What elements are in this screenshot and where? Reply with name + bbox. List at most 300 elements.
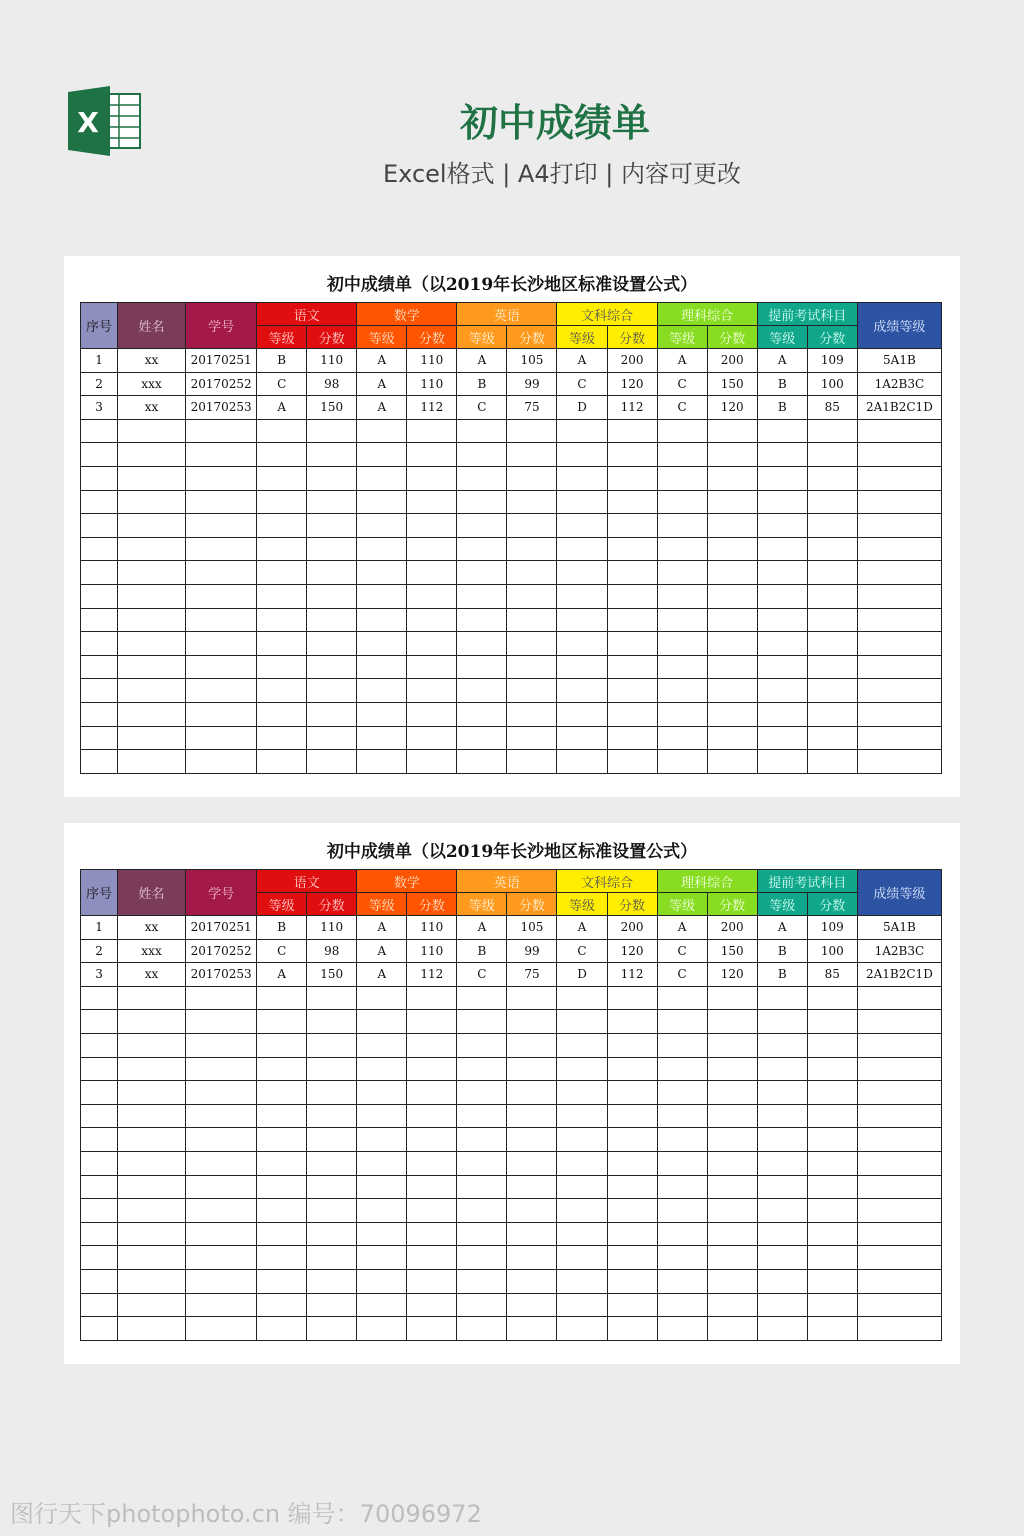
table-cell: 20170253	[186, 396, 257, 420]
table-cell	[657, 443, 707, 467]
table-cell	[307, 1293, 357, 1317]
table-cell	[407, 1033, 457, 1057]
table-cell	[257, 514, 307, 538]
table-cell	[507, 584, 557, 608]
table-cell	[357, 490, 407, 514]
table-cell	[757, 1199, 807, 1223]
table-cell	[507, 1033, 557, 1057]
table-cell	[707, 1151, 757, 1175]
table-cell: A	[357, 939, 407, 963]
table-cell	[407, 1269, 457, 1293]
table-cell: 100	[807, 372, 857, 396]
table-cell	[357, 1081, 407, 1105]
table-cell	[186, 1010, 257, 1034]
table-cell	[407, 1010, 457, 1034]
table-cell: C	[657, 372, 707, 396]
table-cell	[707, 537, 757, 561]
table-cell	[657, 986, 707, 1010]
table-cell	[257, 537, 307, 561]
table-cell: 150	[707, 939, 757, 963]
table-cell: 200	[707, 349, 757, 373]
table-cell: C	[457, 396, 507, 420]
table-cell	[557, 1151, 607, 1175]
table-cell	[657, 1199, 707, 1223]
table-row	[81, 490, 942, 514]
table-cell	[557, 1081, 607, 1105]
subject-header: 文科综合	[557, 303, 657, 326]
table-cell	[407, 679, 457, 703]
table-cell	[507, 655, 557, 679]
table-cell	[607, 561, 657, 585]
table-row	[81, 916, 942, 940]
table-row	[81, 726, 942, 750]
table-cell	[81, 1246, 118, 1270]
table-cell	[257, 608, 307, 632]
table-cell: 110	[407, 349, 457, 373]
header-row	[81, 303, 942, 326]
table-cell: 105	[507, 349, 557, 373]
table-cell	[757, 750, 807, 774]
table-cell	[857, 702, 941, 726]
table-cell	[257, 1222, 307, 1246]
table-cell	[807, 537, 857, 561]
table-cell	[81, 1057, 118, 1081]
table-cell: A	[357, 963, 407, 987]
table-cell	[557, 1128, 607, 1152]
table-cell	[81, 1222, 118, 1246]
table-cell	[757, 1057, 807, 1081]
table-cell	[186, 679, 257, 703]
table-cell	[357, 1010, 407, 1034]
table-cell	[186, 1033, 257, 1057]
table-cell	[186, 1293, 257, 1317]
excel-logo-letter: X	[77, 106, 99, 139]
table-cell	[457, 537, 507, 561]
table-cell	[407, 1057, 457, 1081]
table-cell	[357, 466, 407, 490]
table-cell: C	[657, 963, 707, 987]
table-cell	[507, 702, 557, 726]
table-cell	[257, 1151, 307, 1175]
table-cell	[257, 419, 307, 443]
table-cell	[81, 1317, 118, 1341]
table-cell: 75	[507, 963, 557, 987]
table-cell	[557, 1104, 607, 1128]
table-cell	[557, 986, 607, 1010]
table-cell	[407, 561, 457, 585]
table-cell: A	[257, 963, 307, 987]
table-cell: 110	[407, 916, 457, 940]
table-cell	[807, 514, 857, 538]
table-cell	[857, 561, 941, 585]
table-cell: 110	[307, 349, 357, 373]
table-cell	[657, 466, 707, 490]
table-cell	[307, 608, 357, 632]
table-row	[81, 1246, 942, 1270]
table-cell	[81, 679, 118, 703]
table-cell	[857, 419, 941, 443]
table-cell	[757, 466, 807, 490]
table-cell	[707, 1081, 757, 1105]
table-cell	[557, 1010, 607, 1034]
table-cell	[186, 490, 257, 514]
table-cell	[657, 1175, 707, 1199]
sheet-title: 初中成绩单（以2019年长沙地区标准设置公式）	[326, 842, 698, 862]
table-cell: 2A1B2C1D	[857, 963, 941, 987]
table-cell	[118, 514, 186, 538]
table-cell	[257, 1317, 307, 1341]
table-cell	[557, 1033, 607, 1057]
table-cell	[857, 1128, 941, 1152]
table-row	[81, 1199, 942, 1223]
table-cell: 75	[507, 396, 557, 420]
table-cell	[407, 537, 457, 561]
table-cell	[807, 1317, 857, 1341]
table-cell	[307, 1199, 357, 1223]
table-cell	[118, 466, 186, 490]
table-cell	[807, 750, 857, 774]
table-cell	[407, 1293, 457, 1317]
table-cell	[186, 750, 257, 774]
table-cell	[807, 1175, 857, 1199]
table-cell: B	[257, 349, 307, 373]
table-cell	[407, 655, 457, 679]
table-cell	[557, 679, 607, 703]
table-cell	[507, 1199, 557, 1223]
table-cell	[357, 537, 407, 561]
table-cell	[307, 1033, 357, 1057]
table-cell: A	[257, 396, 307, 420]
table-cell	[407, 1151, 457, 1175]
table-cell: A	[557, 916, 607, 940]
table-cell	[357, 1033, 407, 1057]
table-cell	[81, 702, 118, 726]
table-cell	[857, 1033, 941, 1057]
table-cell	[807, 1033, 857, 1057]
table-cell	[257, 1293, 307, 1317]
table-row	[81, 419, 942, 443]
table-cell	[457, 608, 507, 632]
table-cell	[657, 1057, 707, 1081]
table-cell	[857, 1175, 941, 1199]
table-cell	[757, 655, 807, 679]
table-cell	[657, 608, 707, 632]
table-cell: 1	[81, 349, 118, 373]
sheet-title: 初中成绩单（以2019年长沙地区标准设置公式）	[326, 275, 698, 295]
table-cell	[457, 986, 507, 1010]
table-cell	[407, 750, 457, 774]
table-row	[81, 608, 942, 632]
table-cell	[607, 1128, 657, 1152]
table-cell	[857, 1057, 941, 1081]
table-cell	[757, 1104, 807, 1128]
table-row	[81, 702, 942, 726]
table-cell	[357, 1293, 407, 1317]
table-cell	[307, 632, 357, 656]
table-cell: 109	[807, 349, 857, 373]
table-cell	[118, 1175, 186, 1199]
table-cell	[657, 419, 707, 443]
table-cell: 3	[81, 963, 118, 987]
table-cell: 150	[707, 372, 757, 396]
table-cell	[257, 1010, 307, 1034]
table-cell: 112	[607, 963, 657, 987]
table-cell: 110	[307, 916, 357, 940]
table-cell	[707, 986, 757, 1010]
col-header-name: 姓名	[118, 870, 186, 916]
table-cell: 1A2B3C	[857, 372, 941, 396]
table-cell	[186, 1222, 257, 1246]
table-cell	[757, 1128, 807, 1152]
table-cell	[407, 726, 457, 750]
table-cell: C	[657, 396, 707, 420]
table-cell: A	[757, 349, 807, 373]
subject-header: 数学	[357, 303, 457, 326]
grade-subheader: 等级	[357, 893, 407, 916]
table-cell: xx	[118, 963, 186, 987]
table-cell	[507, 1222, 557, 1246]
table-cell	[186, 537, 257, 561]
table-cell	[186, 514, 257, 538]
table-cell	[857, 466, 941, 490]
table-cell	[118, 1128, 186, 1152]
table-cell	[186, 702, 257, 726]
table-cell	[857, 1269, 941, 1293]
table-cell	[357, 514, 407, 538]
table-cell	[507, 1246, 557, 1270]
table-cell	[757, 1033, 807, 1057]
table-cell: A	[457, 349, 507, 373]
table-cell	[357, 1317, 407, 1341]
table-cell	[81, 561, 118, 585]
table-cell	[707, 1128, 757, 1152]
table-cell	[118, 986, 186, 1010]
table-cell	[307, 419, 357, 443]
table-cell: 200	[707, 916, 757, 940]
table-cell	[407, 490, 457, 514]
table-cell	[857, 1293, 941, 1317]
table-cell	[357, 561, 407, 585]
table-cell	[457, 514, 507, 538]
table-cell	[407, 514, 457, 538]
table-cell	[707, 490, 757, 514]
table-cell	[118, 1033, 186, 1057]
table-cell	[707, 584, 757, 608]
table-cell	[357, 986, 407, 1010]
table-cell	[357, 726, 407, 750]
table-cell	[186, 1175, 257, 1199]
table-cell	[707, 726, 757, 750]
table-cell: B	[757, 963, 807, 987]
table-cell	[257, 443, 307, 467]
table-cell: xx	[118, 396, 186, 420]
table-cell	[607, 632, 657, 656]
table-cell	[81, 726, 118, 750]
table-cell	[307, 726, 357, 750]
table-cell	[118, 1010, 186, 1034]
table-row	[81, 466, 942, 490]
table-cell: 99	[507, 939, 557, 963]
table-cell: 98	[307, 372, 357, 396]
table-cell	[357, 1222, 407, 1246]
table-cell: 3	[81, 396, 118, 420]
table-cell	[857, 655, 941, 679]
table-cell	[857, 1104, 941, 1128]
table-cell	[757, 584, 807, 608]
table-cell	[457, 443, 507, 467]
table-cell: 1A2B3C	[857, 939, 941, 963]
table-cell	[407, 466, 457, 490]
table-cell	[81, 986, 118, 1010]
table-cell	[807, 466, 857, 490]
table-cell	[507, 986, 557, 1010]
table-cell: 5A1B	[857, 916, 941, 940]
table-cell	[307, 1151, 357, 1175]
table-row	[81, 1175, 942, 1199]
table-cell	[118, 1246, 186, 1270]
table-cell: 112	[407, 963, 457, 987]
col-header-id: 学号	[186, 303, 257, 349]
table-row	[81, 372, 942, 396]
table-cell	[507, 561, 557, 585]
table-cell	[257, 750, 307, 774]
table-cell	[81, 1175, 118, 1199]
table-cell	[257, 702, 307, 726]
table-cell	[457, 702, 507, 726]
table-cell	[707, 1010, 757, 1034]
table-cell	[657, 561, 707, 585]
table-cell	[457, 1222, 507, 1246]
table-cell	[707, 1175, 757, 1199]
table-cell	[118, 655, 186, 679]
table-row	[81, 632, 942, 656]
table-cell: 20170252	[186, 939, 257, 963]
table-cell	[457, 655, 507, 679]
table-cell	[807, 679, 857, 703]
table-cell	[707, 608, 757, 632]
table-cell	[507, 608, 557, 632]
table-cell	[357, 1269, 407, 1293]
table-cell	[557, 419, 607, 443]
table-cell	[607, 608, 657, 632]
table-cell	[81, 443, 118, 467]
table-cell	[357, 679, 407, 703]
table-cell	[707, 1222, 757, 1246]
table-row	[81, 584, 942, 608]
table-cell	[807, 1151, 857, 1175]
table-cell	[307, 1222, 357, 1246]
grade-subheader: 等级	[757, 893, 807, 916]
table-cell	[757, 726, 807, 750]
table-cell	[407, 443, 457, 467]
table-cell	[607, 514, 657, 538]
table-cell	[607, 679, 657, 703]
table-cell: 105	[507, 916, 557, 940]
table-cell: C	[257, 939, 307, 963]
table-cell: 120	[607, 939, 657, 963]
table-cell	[557, 1246, 607, 1270]
table-cell	[707, 655, 757, 679]
table-cell	[307, 537, 357, 561]
table-cell: A	[357, 349, 407, 373]
table-cell	[807, 443, 857, 467]
table-cell	[357, 1199, 407, 1223]
table-cell	[857, 584, 941, 608]
table-cell	[81, 655, 118, 679]
table-cell	[118, 1081, 186, 1105]
table-row	[81, 963, 942, 987]
table-cell	[807, 986, 857, 1010]
table-cell	[186, 1199, 257, 1223]
table-cell	[81, 466, 118, 490]
table-cell: C	[257, 372, 307, 396]
table-cell	[757, 1293, 807, 1317]
table-cell	[457, 1151, 507, 1175]
table-cell: A	[357, 916, 407, 940]
table-cell	[357, 1128, 407, 1152]
table-cell	[507, 1269, 557, 1293]
table-cell	[607, 584, 657, 608]
table-cell	[607, 1104, 657, 1128]
table-cell	[707, 1246, 757, 1270]
table-cell	[81, 632, 118, 656]
table-row	[81, 396, 942, 420]
table-cell	[557, 702, 607, 726]
table-cell	[807, 1199, 857, 1223]
table-cell	[557, 514, 607, 538]
table-cell	[307, 702, 357, 726]
table-row	[81, 561, 942, 585]
table-cell	[457, 1128, 507, 1152]
table-cell	[557, 750, 607, 774]
subject-header: 英语	[457, 870, 557, 893]
table-cell	[307, 490, 357, 514]
table-cell	[407, 1199, 457, 1223]
table-cell	[186, 561, 257, 585]
table-cell	[657, 1269, 707, 1293]
table-cell	[657, 490, 707, 514]
table-cell	[757, 514, 807, 538]
table-cell: 20170251	[186, 916, 257, 940]
table-cell	[707, 443, 757, 467]
table-cell	[307, 750, 357, 774]
table-cell: D	[557, 396, 607, 420]
table-cell	[307, 1128, 357, 1152]
table-cell	[407, 584, 457, 608]
grade-subheader: 等级	[457, 326, 507, 349]
table-cell	[607, 1081, 657, 1105]
table-cell	[557, 608, 607, 632]
table-cell	[807, 726, 857, 750]
table-cell: 109	[807, 916, 857, 940]
table-cell: C	[557, 372, 607, 396]
table-cell	[357, 1246, 407, 1270]
table-cell	[657, 1293, 707, 1317]
table-cell	[507, 514, 557, 538]
table-cell	[186, 1081, 257, 1105]
table-cell: 99	[507, 372, 557, 396]
table-cell	[81, 490, 118, 514]
table-cell	[118, 419, 186, 443]
table-cell	[857, 1081, 941, 1105]
table-cell	[857, 537, 941, 561]
table-cell	[257, 1199, 307, 1223]
table-cell	[807, 584, 857, 608]
table-cell	[186, 443, 257, 467]
table-cell	[857, 1222, 941, 1246]
table-cell	[507, 632, 557, 656]
table-cell	[81, 750, 118, 774]
